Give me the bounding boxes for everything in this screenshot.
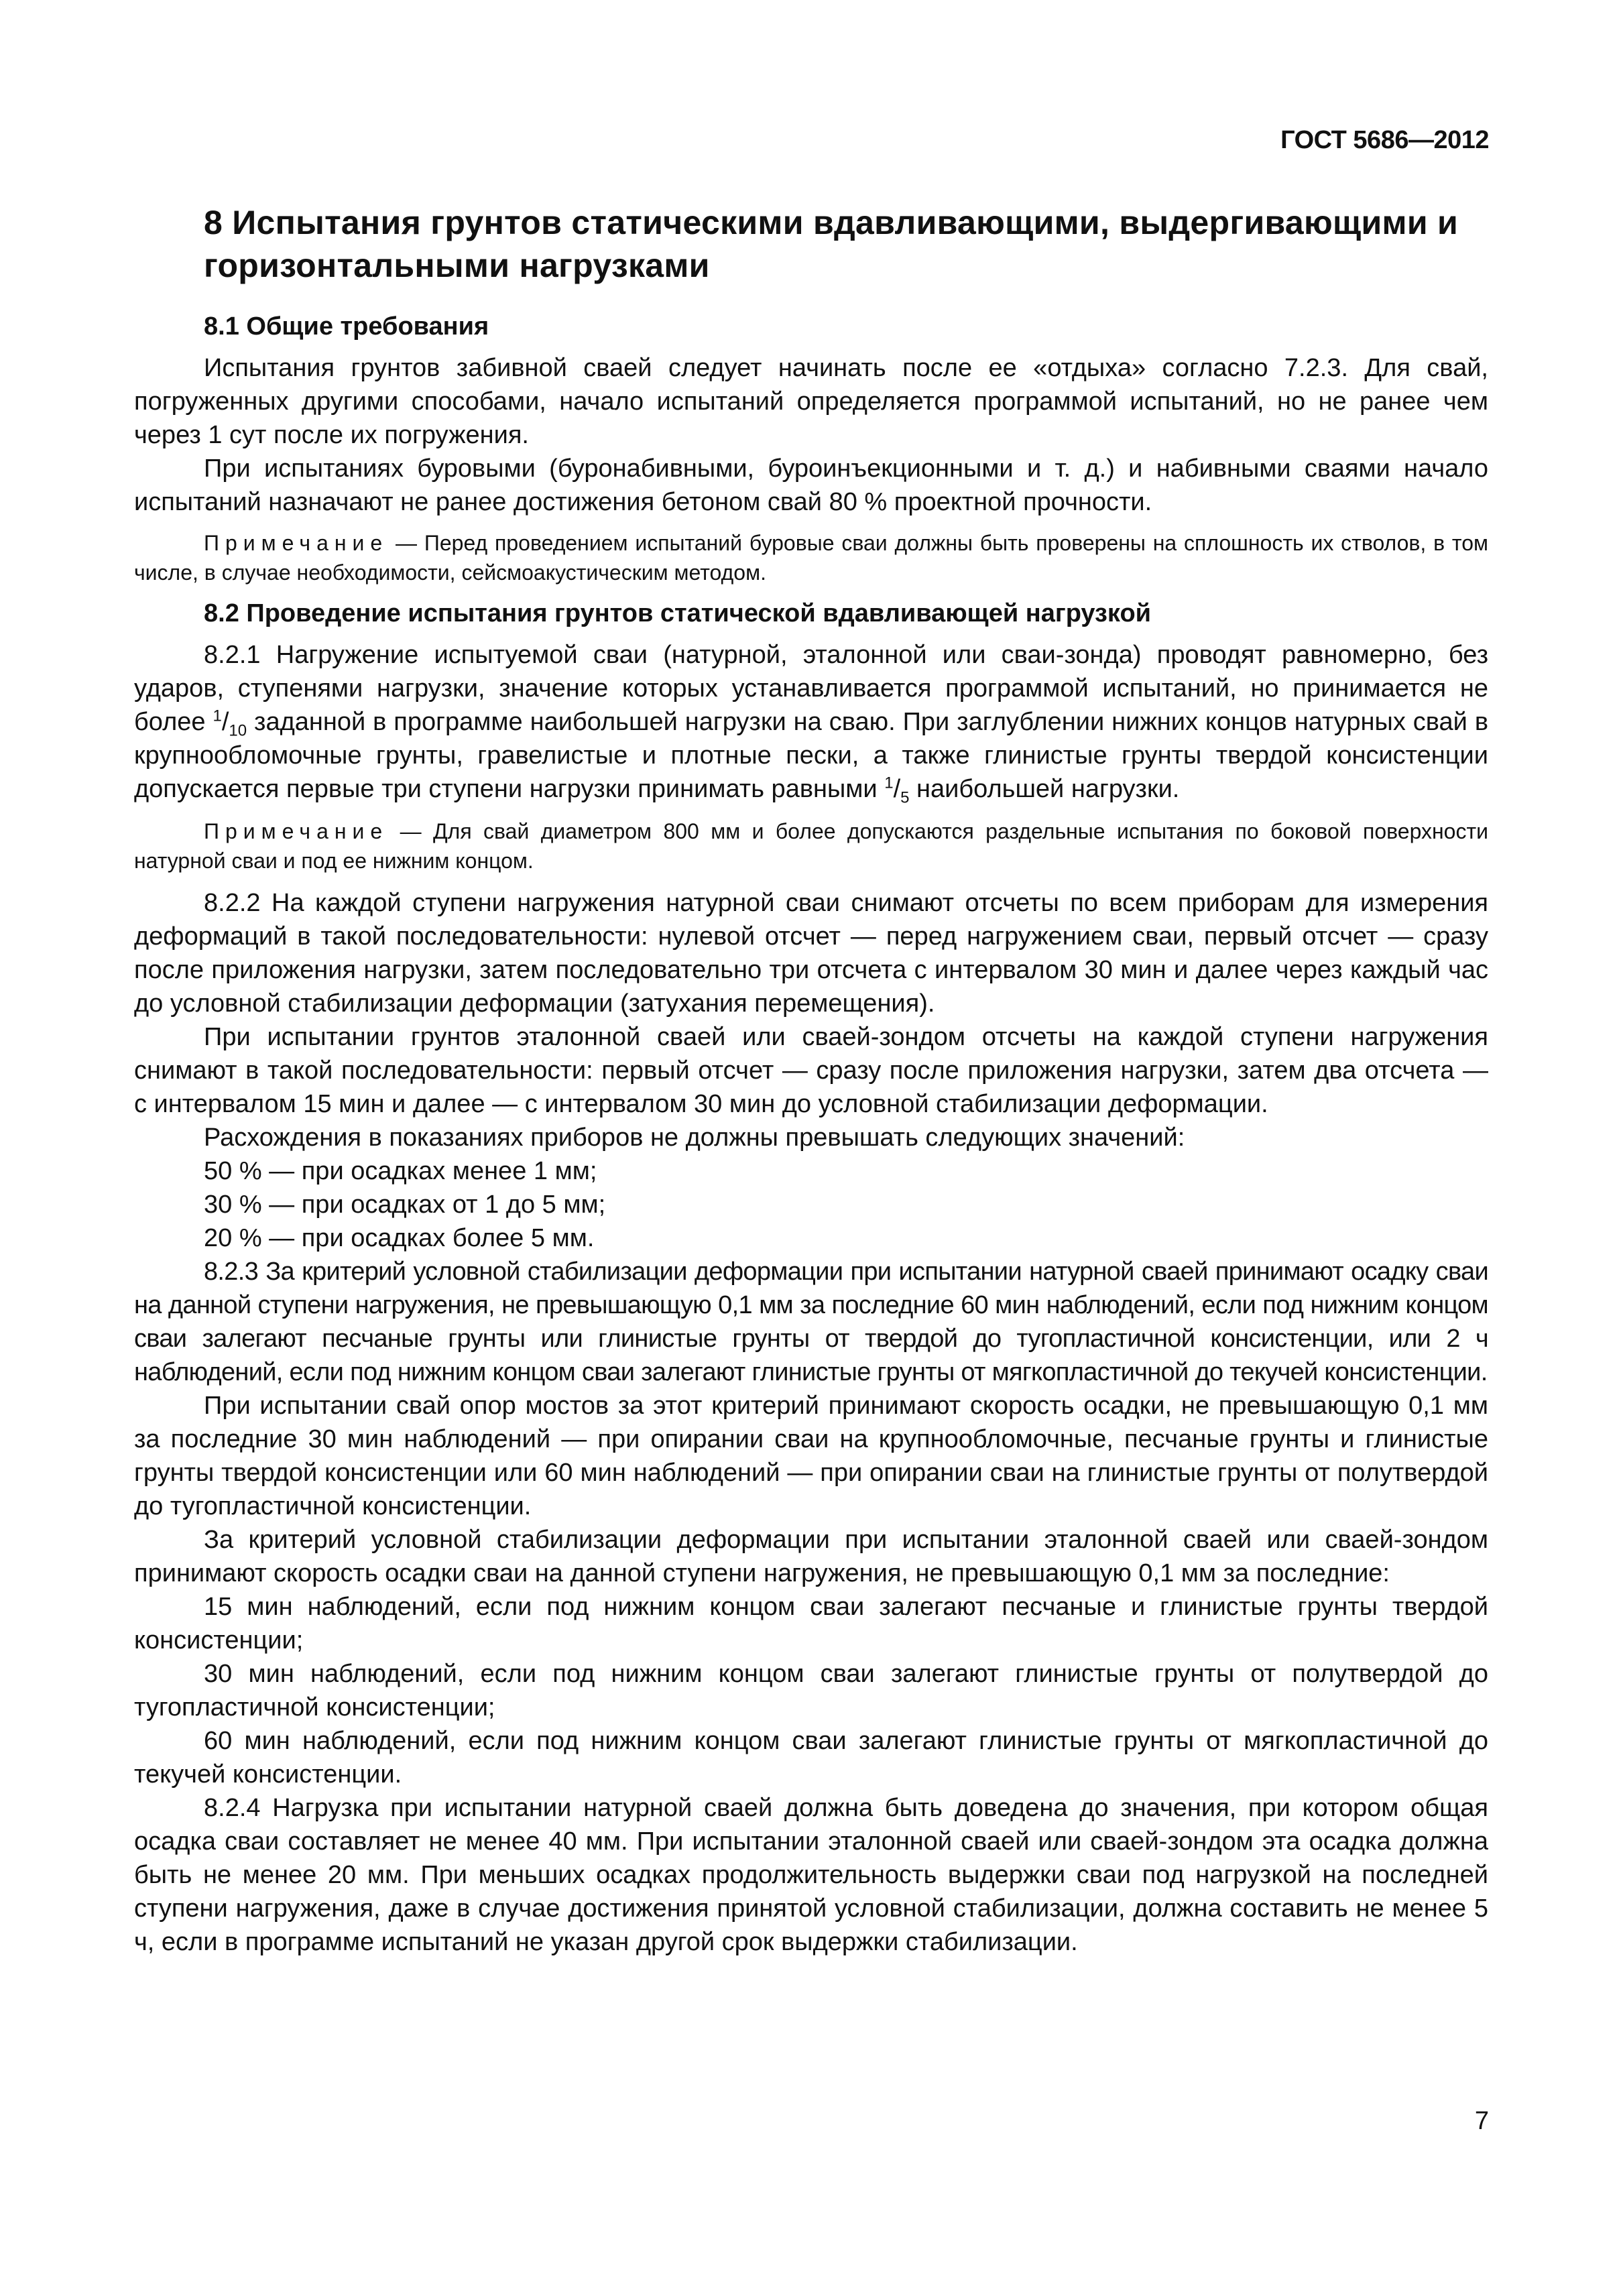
note-8-2-1	[134, 817, 1488, 875]
list-item: 20 % — при осадках более 5 мм.	[204, 1224, 595, 1252]
paragraph-8-2-3-4: 15 мин наблюдений, если под нижним концом сваи залегают песчаные и глинистые грунты твердой консистенции;	[134, 1593, 1488, 1654]
fraction-1-numerator: 1	[213, 707, 222, 725]
paragraph-8-1-2: При испытаниях буровыми (буронабивными, буроинъекционными и т. д.) и набивными сваями начало испытаний назначают не ранее достижения бетоном свай 80 % проектной прочности.	[134, 455, 1488, 516]
paragraph-8-2-2: 8.2.2 На каждой ступени нагружения натурной сваи снимают отсчеты по всем приборам для измерения деформаций в такой последовательности: нулевой отсчет — перед нагружением сваи, первый отсчет — сразу после приложения нагрузки, затем последовательно три отсчета с интервалом 30 мин и далее через каждый час до условной стабилизации деформации (затухания перемещения).	[134, 889, 1488, 1018]
page-content	[134, 201, 1488, 1959]
fraction-2-numerator: 1	[884, 774, 894, 792]
subsection-title-8-1: 8.1 Общие требования	[204, 312, 489, 341]
page-number: 7	[1474, 2107, 1489, 2135]
paragraph-8-2-1-part-b: заданной в программе наибольшей нагрузки на сваю. При заглублении нижних концов натурных свай в крупнообломочные грунты, гравелистые и плотные пески, а также глинистые грунты твердой консистенции допускается первые три ступени нагрузки принимать равными	[134, 708, 1489, 803]
document-code: ГОСТ 5686—2012	[1280, 126, 1489, 154]
paragraph-8-2-3: 8.2.3 За критерий условной стабилизации деформации при испытании натурной сваей принимают осадку сваи на данной ступени нагружения, не превышающую 0,1 мм за последние 60 мин наблюдений, если под нижним концом сваи залегают песчаные грунты или глинистые грунты от твердой до тугопластичной консистенции, или 2 ч наблюдений, если под нижним концом сваи залегают глинистые грунты от мягкопластичной до текучей консистенции.	[134, 1258, 1488, 1386]
paragraph-8-2-3-5: 30 мин наблюдений, если под нижним концом сваи залегают глинистые грунты от полутвердой до тугопластичной консистенции;	[134, 1660, 1488, 1721]
note-label: Примечание	[204, 819, 389, 843]
paragraph-8-2-1-part-a: 8.2.1 Нагружение испытуемой сваи (натурной, эталонной или сваи-зонда) проводят равномерно, без ударов, ступенями нагрузки, значение которых устанавливается программой испытаний, но принимается не более	[134, 641, 1488, 736]
paragraph-8-1-1: Испытания грунтов забивной сваей следует начинать после ее «отдыха» согласно 7.2.3. Для свай, погруженных другими способами, начало испытаний определяется программой испытаний, но не ранее чем через 1 сут после их погружения.	[134, 354, 1488, 449]
paragraph-8-2-3-3: За критерий условной стабилизации деформации при испытании эталонной сваей или сваей-зондом принимают скорость осадки сваи на данной ступени нагружения, не превышающую 0,1 мм за последние:	[134, 1526, 1488, 1587]
fraction-2-denominator: 5	[900, 788, 910, 807]
note-8-1	[134, 528, 1488, 587]
list-item: 30 % — при осадках от 1 до 5 мм;	[204, 1191, 606, 1219]
note-text: — Перед проведением испытаний буровые сваи должны быть проверены на сплошность их стволов, в том числе, в случае необходимости, сейсмоакустическим методом.	[134, 531, 1488, 585]
paragraph-8-2-1-part-c: наибольшей нагрузки.	[909, 775, 1180, 803]
paragraph-8-2-4: 8.2.4 Нагрузка при испытании натурной сваей должна быть доведена до значения, при котором общая осадка сваи составляет не менее 40 мм. При испытании эталонной сваей или сваей-зондом эта осадка должна быть не менее 20 мм. При меньших осадках продолжительность выдержки сваи под нагрузкой на последней ступени нагружения, даже в случае достижения принятой условной стабилизации, должна составить не менее 5 ч, если в программе испытаний не указан другой срок выдержки стабилизации.	[134, 1794, 1488, 1956]
paragraph-8-2-1	[134, 638, 1488, 806]
subsection-title-8-2: 8.2 Проведение испытания грунтов статической вдавливающей нагрузкой	[204, 599, 1152, 627]
paragraph-8-2-2-2: При испытании грунтов эталонной сваей или сваей-зондом отсчеты на каждой ступени нагружения снимают в такой последовательности: первый отсчет — сразу после приложения нагрузки, затем два отсчета — с интервалом 15 мин и далее — с интервалом 30 мин до условной стабилизации деформации.	[134, 1023, 1488, 1118]
section-title: 8 Испытания грунтов статическими вдавливающими, выдергивающими и горизонтальными нагрузками	[204, 204, 1459, 284]
fraction-2-slash: /	[893, 775, 901, 803]
paragraph-8-2-2-3: Расхождения в показаниях приборов не должны превышать следующих значений:	[204, 1124, 1185, 1152]
fraction-1-denominator: 10	[229, 721, 247, 740]
list-item: 50 % — при осадках менее 1 мм;	[204, 1157, 597, 1185]
paragraph-8-2-3-6: 60 мин наблюдений, если под нижним концом сваи залегают глинистые грунты от мягкопластичной до текучей консистенции.	[134, 1727, 1488, 1789]
fraction-1-slash: /	[221, 708, 229, 736]
note-label: Примечание	[204, 531, 389, 555]
note-text: — Для свай диаметром 800 мм и более допускаются раздельные испытания по боковой поверхности натурной сваи и под ее нижним концом.	[134, 819, 1488, 873]
paragraph-8-2-3-2: При испытании свай опор мостов за этот критерий принимают скорость осадки, не превышающую 0,1 мм за последние 30 мин наблюдений — при опирании сваи на крупнообломочные, песчаные грунты и глинистые грунты твердой консистенции или 60 мин наблюдений — при опирании сваи на глинистые грунты от полутвердой до тугопластичной консистенции.	[134, 1392, 1488, 1520]
